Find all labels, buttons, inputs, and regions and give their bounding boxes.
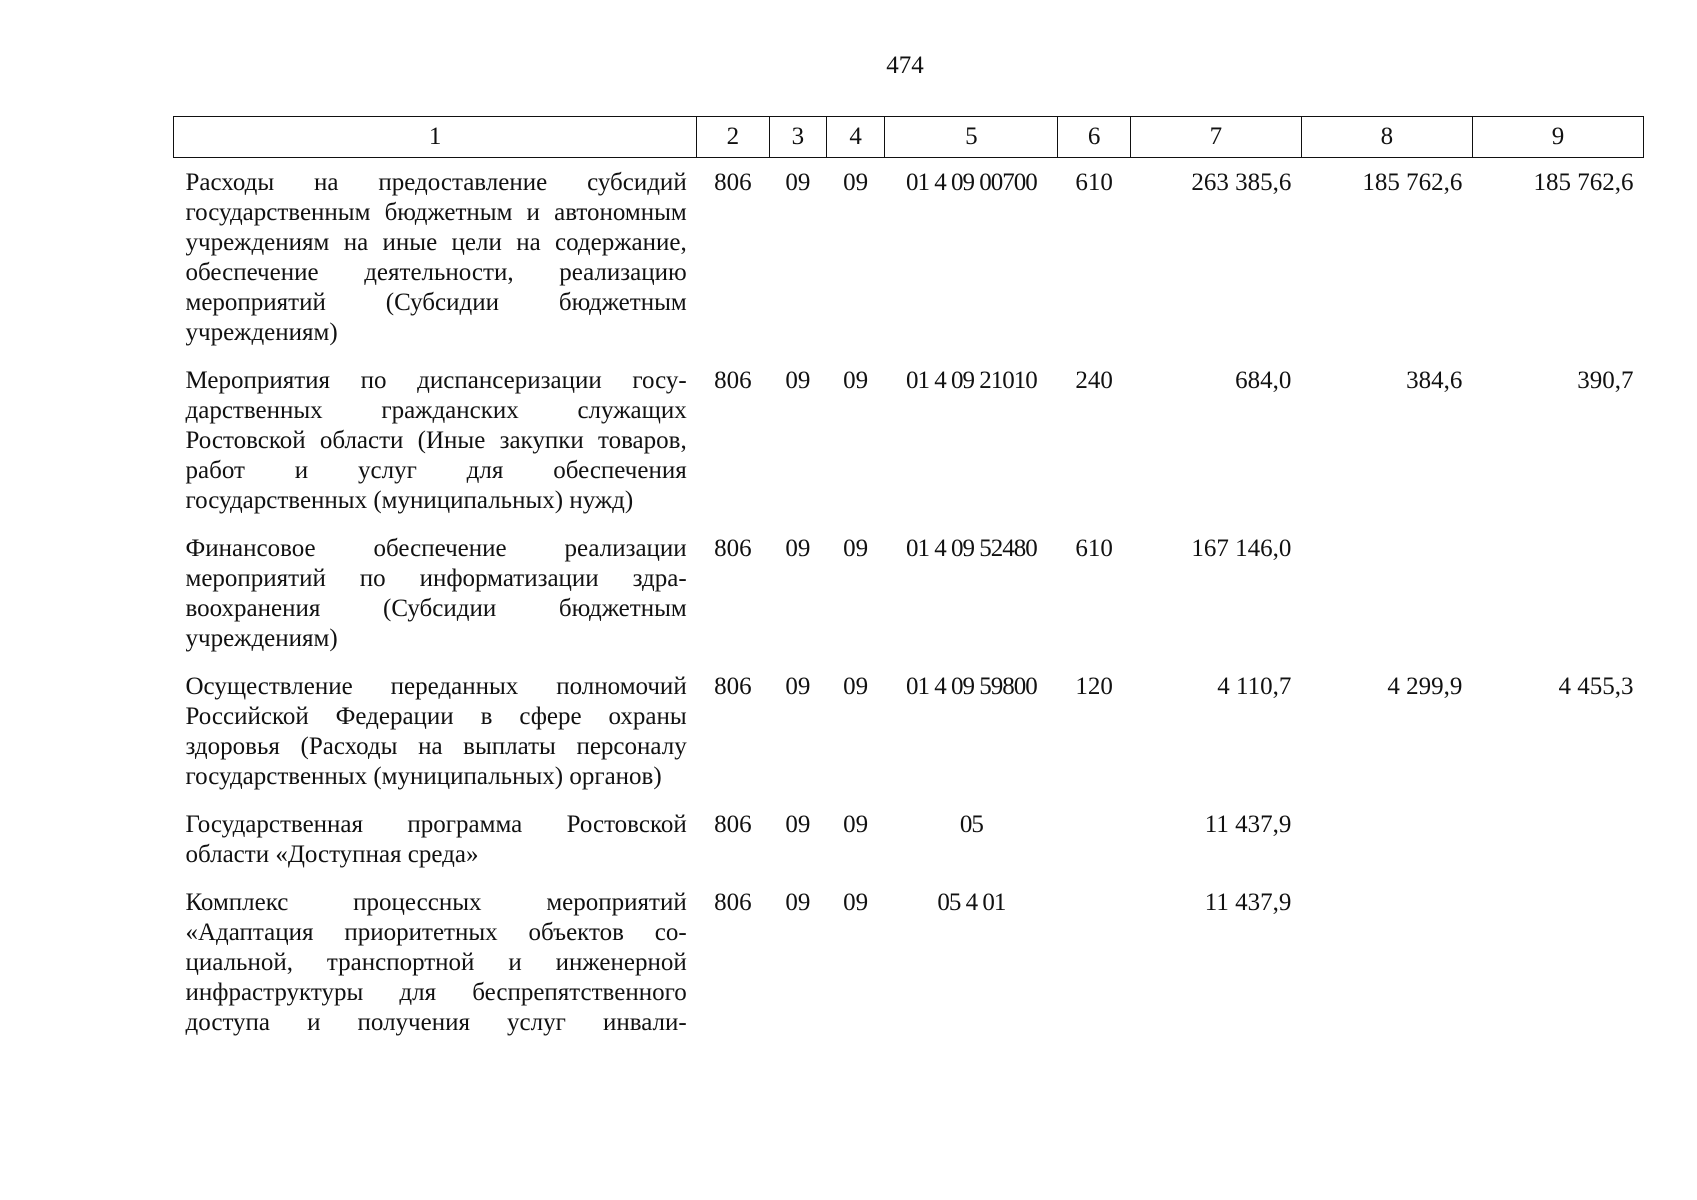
page-number: 474 — [886, 52, 924, 79]
header-col-6: 6 — [1058, 117, 1130, 158]
row-target-article: 05 4 01 — [937, 889, 1006, 916]
table-row — [174, 158, 1644, 357]
row-ministry: 806 — [714, 811, 752, 838]
row-expense-type — [1058, 800, 1130, 878]
row-description: Комплекс процессных мероприятий «Адаптация приоритетных объектов социальной, транспортной и инженерной инфраструктуры для беспрепятственного доступа и получения услуг инвали- — [185, 889, 687, 1036]
row-section: 09 — [785, 169, 811, 196]
row-expense-type: 240 — [1075, 367, 1113, 394]
row-description: Финансовое обеспечение реализации мероприятий по информатизации здравоохранения (Субсидии бюджетным учреждениям) — [185, 535, 687, 652]
row-target-article: 01 4 09 21010 — [905, 367, 1037, 394]
row-section: 09 — [785, 889, 811, 916]
table-row — [174, 524, 1644, 662]
row-sum-1: 11 437,9 — [1204, 889, 1292, 916]
row-section: 09 — [785, 673, 811, 700]
header-col-1: 1 — [174, 117, 697, 158]
header-col-9: 9 — [1472, 117, 1643, 158]
row-sum-1: 4 110,7 — [1217, 673, 1292, 700]
row-section: 09 — [785, 367, 811, 394]
row-sum-3: 185 762,6 — [1533, 169, 1634, 196]
row-ministry: 806 — [714, 673, 752, 700]
row-sum-2 — [1301, 800, 1472, 878]
row-target-article: 01 4 09 00700 — [905, 169, 1037, 196]
row-sum-2: 185 762,6 — [1362, 169, 1463, 196]
row-subsection: 09 — [843, 889, 869, 916]
row-sum-3: 4 455,3 — [1558, 673, 1634, 700]
row-subsection: 09 — [843, 169, 869, 196]
row-ministry: 806 — [714, 169, 752, 196]
header-col-2: 2 — [697, 117, 769, 158]
row-sum-1: 684,0 — [1235, 367, 1292, 394]
row-sum-1: 11 437,9 — [1204, 811, 1292, 838]
header-col-7: 7 — [1130, 117, 1301, 158]
header-col-5: 5 — [885, 117, 1058, 158]
row-ministry: 806 — [714, 889, 752, 916]
row-target-article: 05 — [959, 811, 983, 838]
row-sum-3 — [1472, 800, 1643, 878]
row-subsection: 09 — [843, 811, 869, 838]
row-sum-1: 167 146,0 — [1191, 535, 1292, 562]
table-row — [174, 662, 1644, 800]
row-sum-3: 390,7 — [1577, 367, 1634, 394]
row-target-article: 01 4 09 59800 — [905, 673, 1037, 700]
row-description: Осуществление переданных полномочий Российской Федерации в сфере охраны здоровья (Расходы на выплаты персоналу государственных (муниципальных) органов) — [185, 673, 687, 790]
row-sum-2 — [1301, 878, 1472, 1046]
row-expense-type — [1058, 878, 1130, 1046]
row-sum-2: 4 299,9 — [1387, 673, 1463, 700]
table-header — [174, 117, 1644, 158]
row-ministry: 806 — [714, 535, 752, 562]
row-subsection: 09 — [843, 673, 869, 700]
table-row — [174, 356, 1644, 524]
row-subsection: 09 — [843, 535, 869, 562]
row-sum-1: 263 385,6 — [1191, 169, 1292, 196]
header-col-4: 4 — [826, 117, 884, 158]
row-sum-2: 384,6 — [1406, 367, 1463, 394]
row-sum-3 — [1472, 524, 1643, 662]
row-description: Государственная программа Ростовской области «Доступная среда» — [185, 811, 687, 868]
row-expense-type: 610 — [1075, 535, 1113, 562]
row-description: Расходы на предоставление субсидий государственным бюджетным и автономным учреждениям на иные цели на содержание, обеспечение деятельности, реализацию мероприятий (Субсидии бюджетным учреждениям) — [185, 169, 687, 346]
row-section: 09 — [785, 811, 811, 838]
row-expense-type: 610 — [1075, 169, 1113, 196]
row-ministry: 806 — [714, 367, 752, 394]
header-col-3: 3 — [769, 117, 826, 158]
row-expense-type: 120 — [1075, 673, 1113, 700]
table-row — [174, 878, 1644, 1046]
budget-table — [173, 116, 1644, 1046]
header-col-8: 8 — [1301, 117, 1472, 158]
row-target-article: 01 4 09 52480 — [905, 535, 1037, 562]
row-description: Мероприятия по диспансеризации государственных гражданских служащих Ростовской области (Иные закупки товаров, работ и услуг для обеспечения государственных (муниципальных) нужд) — [185, 367, 687, 514]
row-section: 09 — [785, 535, 811, 562]
row-sum-2 — [1301, 524, 1472, 662]
row-subsection: 09 — [843, 367, 869, 394]
row-sum-3 — [1472, 878, 1643, 1046]
table-row — [174, 800, 1644, 878]
